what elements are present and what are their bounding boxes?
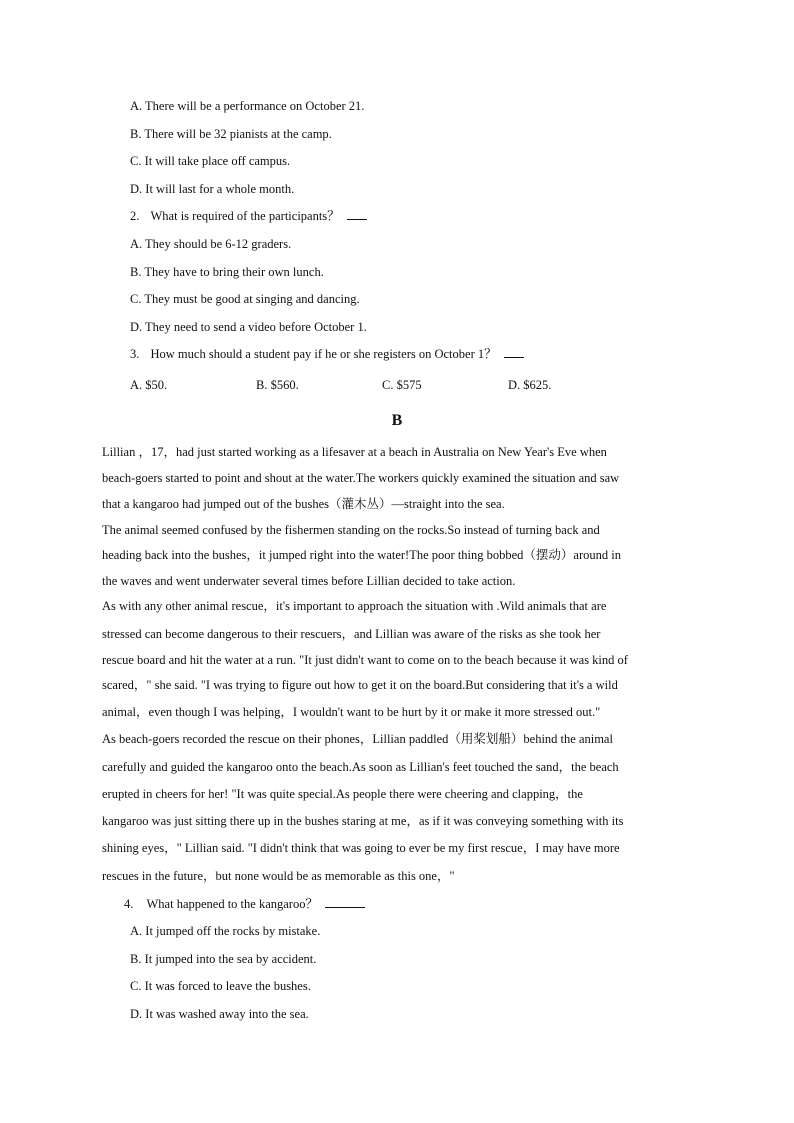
question-2 <box>130 208 367 224</box>
passage-line: kangaroo was just sitting there up in the bushes staring at me，as if it was conveying something with its <box>102 814 624 828</box>
q3-option-a: A. $50. <box>130 378 168 392</box>
passage-line: erupted in cheers for her! "It was quite special.As people there were cheering and clapping，the <box>102 787 583 801</box>
passage-line: As beach-goers recorded the rescue on their phones，Lillian paddled（用桨划船）behind the animal <box>102 732 613 746</box>
q1-option-a: A. There will be a performance on October 21. <box>130 99 365 113</box>
passage-line: stressed can become dangerous to their rescuers，and Lillian was aware of the risks as she took her <box>102 627 601 641</box>
passage-line: scared，" she said. "I was trying to figure out how to get it on the board.But considering that it's a wild <box>102 678 618 692</box>
question-4-text: What happened to the kangaroo？ <box>146 897 318 911</box>
q2-option-a: A. They should be 6-12 graders. <box>130 237 292 251</box>
q3-option-c: C. $575 <box>382 378 422 392</box>
passage-line: heading back into the bushes，it jumped right into the water!The poor thing bobbed（摆动）around in <box>102 548 621 562</box>
question-2-blank <box>347 208 367 220</box>
question-3-number: 3. <box>130 347 140 361</box>
passage-line: shining eyes，" Lillian said. "I didn't think that was going to ever be my first rescue，I may have more <box>102 841 620 855</box>
passage-line: beach-goers started to point and shout at the water.The workers quickly examined the situation and saw <box>102 471 620 485</box>
q4-option-a: A. It jumped off the rocks by mistake. <box>130 924 321 938</box>
q4-option-d: D. It was washed away into the sea. <box>130 1007 309 1021</box>
q3-options-row <box>0 377 794 393</box>
passage-line: rescues in the future，but none would be as memorable as this one，" <box>102 869 455 883</box>
q1-option-c: C. It will take place off campus. <box>130 154 291 168</box>
passage-line: animal，even though I was helping，I wouldn't want to be hurt by it or make it more stressed out." <box>102 705 601 719</box>
question-4-blank <box>325 896 365 908</box>
passage-line: As with any other animal rescue，it's important to approach the situation with .Wild animals that are <box>102 599 607 613</box>
passage-line: rescue board and hit the water at a run. "It just didn't want to come on to the beach because it was kind of <box>102 653 628 667</box>
question-2-number: 2. <box>130 209 140 223</box>
q3-option-d: D. $625. <box>508 378 552 392</box>
question-4 <box>124 896 365 912</box>
question-4-number: 4. <box>124 897 134 911</box>
q1-option-d: D. It will last for a whole month. <box>130 182 295 196</box>
question-3-text: How much should a student pay if he or she registers on October 1？ <box>150 347 497 361</box>
q4-option-b: B. It jumped into the sea by accident. <box>130 952 317 966</box>
passage-line: Lillian ，17，had just started working as a lifesaver at a beach in Australia on New Year's Eve when <box>102 445 607 459</box>
passage-line: carefully and guided the kangaroo onto the beach.As soon as Lillian's feet touched the sand，the beach <box>102 760 619 774</box>
q2-option-d: D. They need to send a video before October 1. <box>130 320 367 334</box>
q2-option-c: C. They must be good at singing and dancing. <box>130 292 360 306</box>
section-heading: B <box>391 412 403 429</box>
q3-option-b: B. $560. <box>256 378 299 392</box>
question-2-text: What is required of the participants？ <box>150 209 340 223</box>
passage-line: that a kangaroo had jumped out of the bushes（灌木丛）—straight into the sea. <box>102 497 505 511</box>
q4-option-c: C. It was forced to leave the bushes. <box>130 979 311 993</box>
q1-option-b: B. There will be 32 pianists at the camp. <box>130 127 332 141</box>
passage-line: The animal seemed confused by the fishermen standing on the rocks.So instead of turning back and <box>102 523 600 537</box>
question-3 <box>130 346 524 362</box>
passage-line: the waves and went underwater several times before Lillian decided to take action. <box>102 574 516 588</box>
question-3-blank <box>504 346 524 358</box>
q2-option-b: B. They have to bring their own lunch. <box>130 265 324 279</box>
